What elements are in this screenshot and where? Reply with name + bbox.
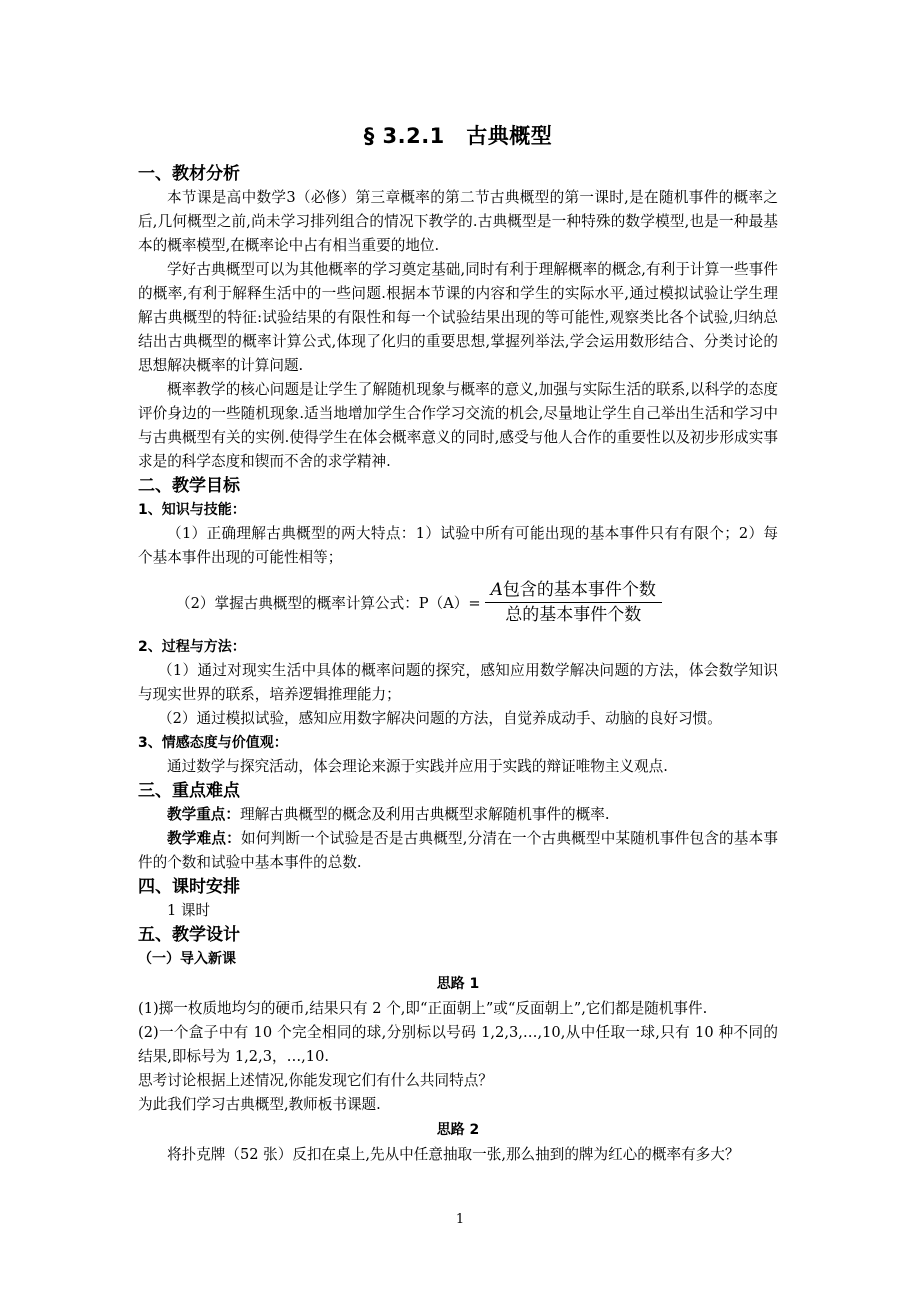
doc-title: § 3.2.1 古典概型 [363,124,553,148]
paragraph: （2）通过模拟试验，感知应用数字解决问题的方法，自觉养成动手、动脑的良好习惯。 [158,710,722,727]
key-point-label: 教学重点： [167,806,240,823]
idea-heading: 思路 2 [436,1122,480,1138]
fraction [485,578,662,627]
subsection-heading: 2、过程与方法： [138,639,246,655]
formula-prefix: （2）掌握古典概型的概率计算公式：P（A）= [176,595,481,612]
difficult-point [138,827,778,875]
paragraph: 学好古典概型可以为其他概率的学习奠定基础,同时有利于理解概率的概念,有利于计算一些事件的概率,有利于解释生活中的一些问题.根据本节课的内容和学生的实际水平,通过模拟试验让学生理解古典概型的特征:试验结果的有限性和每一个试验结果出现的等可能性,观察类比各个试验,归纳总结出古典概型的概率计算公式,体现了化归的重要思想,掌握列举法,学会运用数形结合、分类讨论的思想解决概率的计算问题. [138,261,778,374]
paragraph: (1)掷一枚质地均匀的硬币,结果只有 2 个,即“正面朝上”或“反面朝上”,它们都是随机事件. [138,1000,708,1017]
paragraph: 思考讨论根据上述情况,你能发现它们有什么共同特点？ [138,1072,493,1089]
paragraph: (2)一个盒子中有 10 个完全相同的球,分别标以号码 1,2,3,…,10,从中任取一球,只有 10 种不同的结果,即标号为 1,2,3，…,10. [138,1024,778,1065]
subsection-heading: （一）导入新课 [138,951,236,967]
paragraph: 1 课时 [167,902,211,919]
paragraph: 通过数学与探究活动，体会理论来源于实践并应用于实践的辩证唯物主义观点. [167,758,668,775]
document-page [138,120,778,1167]
paragraph: （1）通过对现实生活中具体的概率问题的探究，感知应用数学解决问题的方法，体会数学知识与现实世界的联系，培养逻辑推理能力； [138,662,778,703]
paragraph: 概率教学的核心问题是让学生了解随机现象与概率的意义,加强与实际生活的联系,以科学的态度评价身边的一些随机现象.适当地增加学生合作学习交流的机会,尽量地让学生自己举出生活和学习中与古典概型有关的实例.使得学生在体会概率意义的同时,感受与他人合作的重要性以及初步形成实事求是的科学态度和锲而不舍的求学精神. [138,381,778,470]
fraction-numerator [485,578,662,603]
difficult-point-text: 如何判断一个试验是否是古典概型,分清在一个古典概型中某随机事件包含的基本事件的个数和试验中基本事件的总数. [138,830,778,871]
section-2-heading: 二、教学目标 [138,476,240,496]
numerator-variable: A [490,580,503,600]
idea-heading: 思路 1 [436,976,480,992]
key-point-text: 理解古典概型的概念及利用古典概型求解随机事件的概率. [239,806,610,823]
difficult-point-label: 教学难点： [167,830,241,847]
paragraph: 本节课是高中数学3（必修）第三章概率的第二节古典概型的第一课时,是在随机事件的概率之后,几何概型之前,尚未学习排列组合的情况下教学的.古典概型是一种特殊的数学模型,也是一种最基本的概率模型,在概率论中占有相当重要的地位. [138,189,778,254]
numerator-text: 包含的基本事件个数 [502,580,656,600]
section-5-heading: 五、教学设计 [138,925,240,945]
paragraph: （1）正确理解古典概型的两大特点：1）试验中所有可能出现的基本事件只有有限个；2）每个基本事件出现的可能性相等； [138,525,778,566]
probability-formula [138,578,778,627]
section-4-heading: 四、课时安排 [138,877,240,897]
paragraph: 为此我们学习古典概型,教师板书课题. [138,1096,381,1113]
paragraph: 将扑克牌（52 张）反扣在桌上,先从中任意抽取一张,那么抽到的牌为红心的概率有多大？ [167,1146,740,1163]
subsection-heading: 3、情感态度与价值观： [138,735,288,751]
fraction-denominator: 总的基本事件个数 [505,605,642,625]
subsection-heading: 1、知识与技能： [138,502,246,518]
page-number: 1 [455,1212,465,1227]
section-1-heading: 一、教材分析 [138,164,240,184]
section-3-heading: 三、重点难点 [138,781,240,801]
key-point [138,803,778,827]
